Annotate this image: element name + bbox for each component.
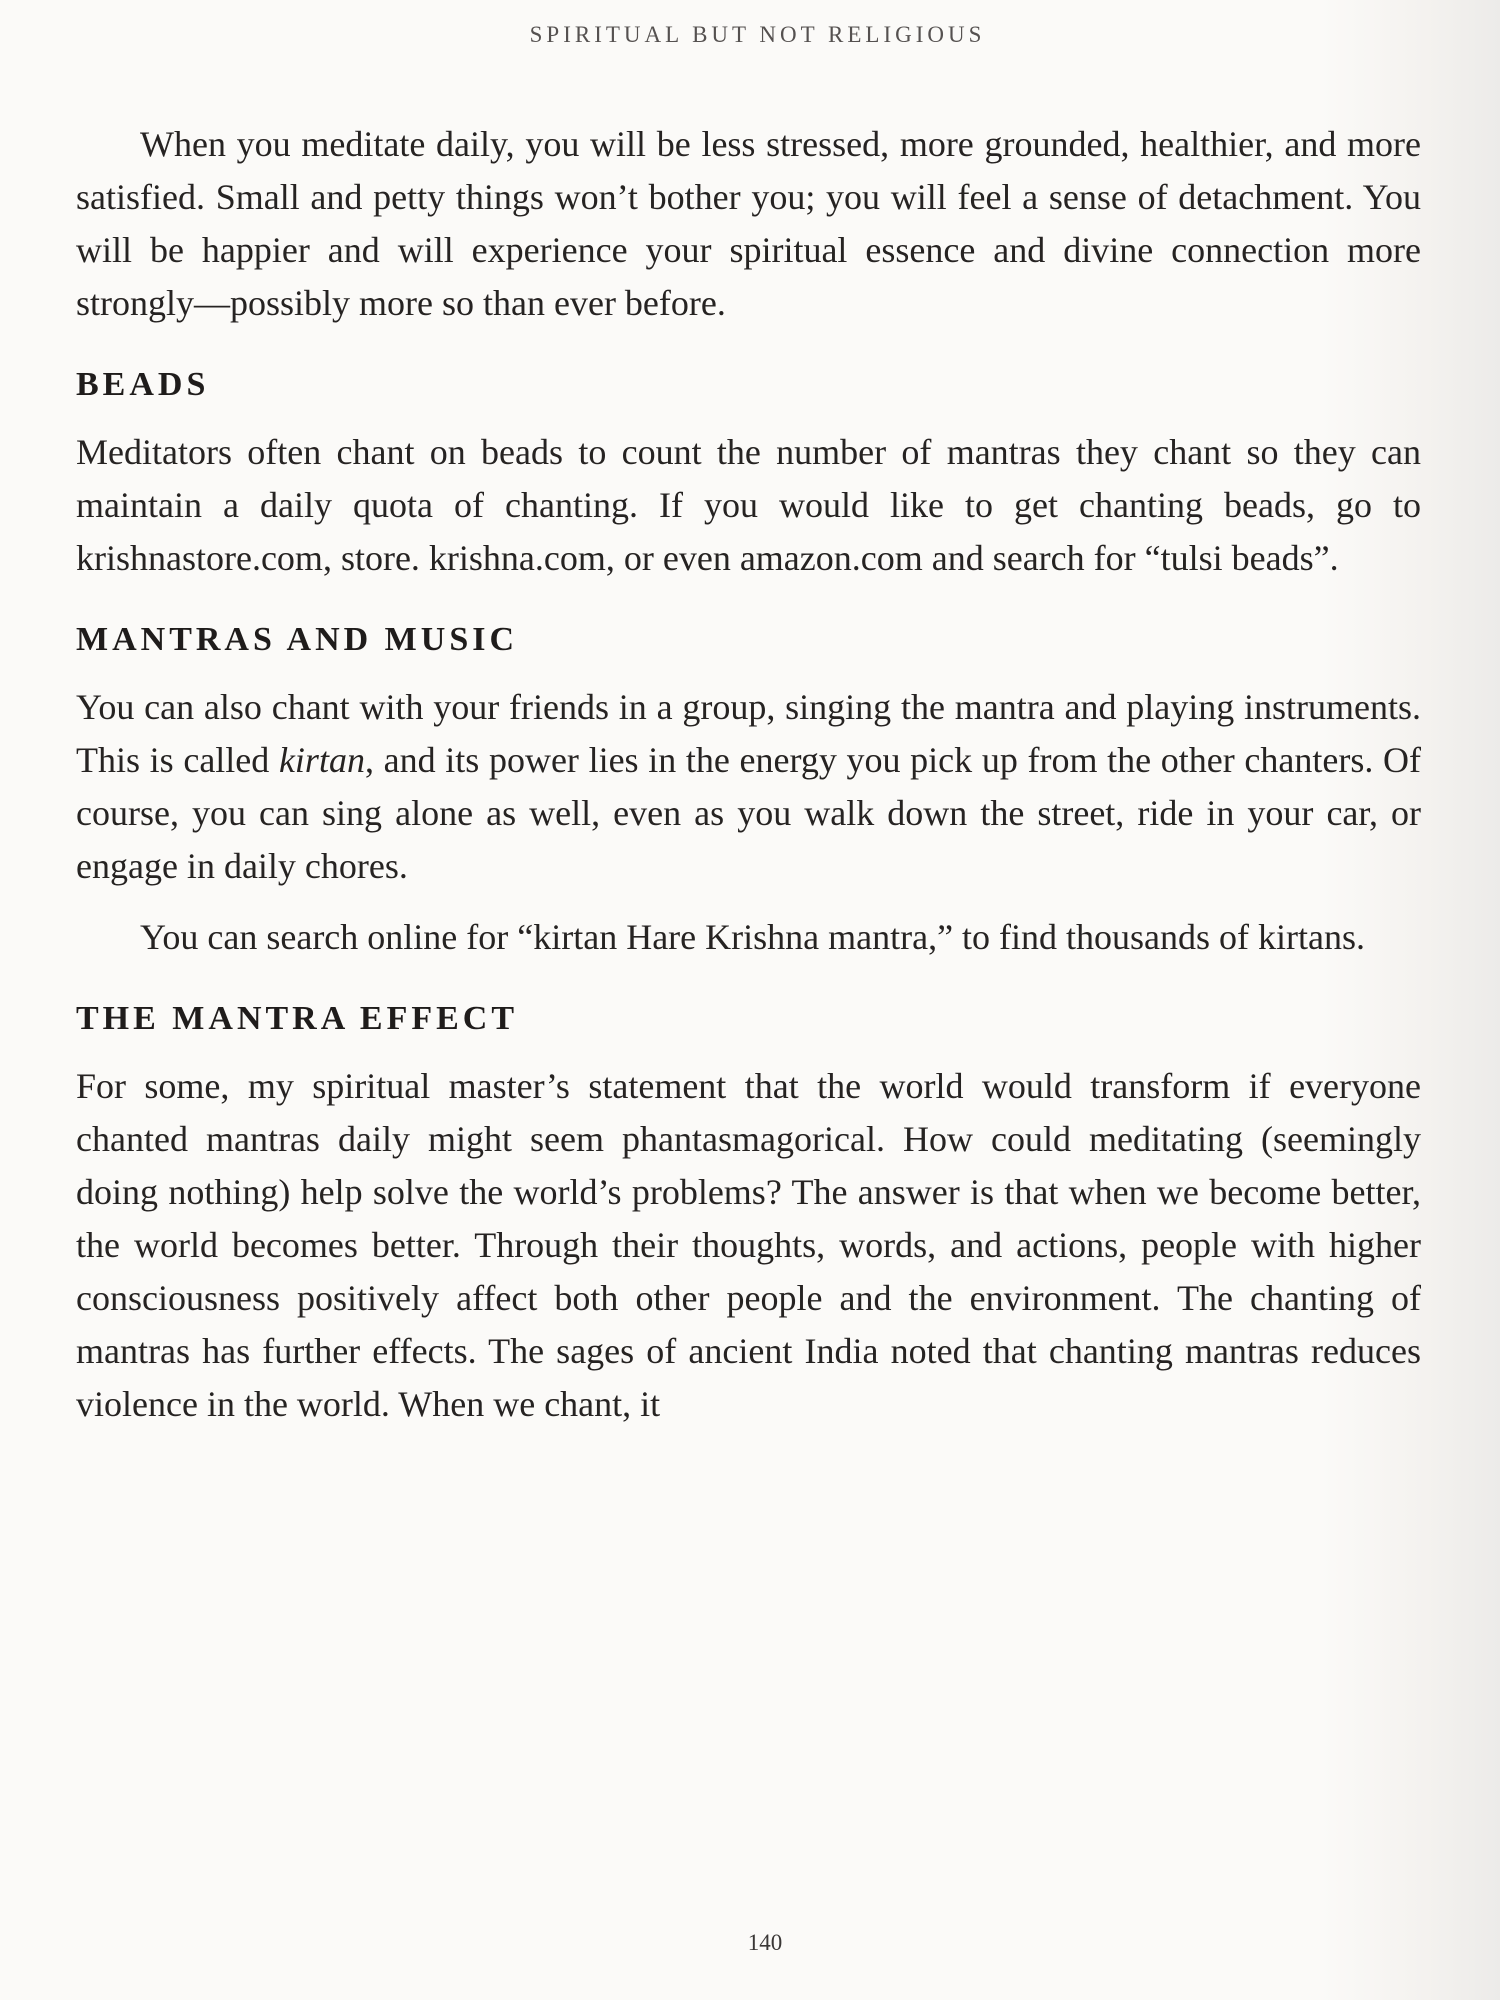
mantras-music-heading: MANTRAS AND MUSIC	[76, 621, 519, 658]
running-head: SPIRITUAL BUT NOT RELIGIOUS	[529, 22, 986, 47]
intro-paragraph: When you meditate daily, you will be less stressed, more grounded, healthier, and more satisfied. Small and petty things won’t bother you; you will feel a sense of detachment. You will be happier and will experience your spiritual essence and divine connection more strongly—possibly more so than ever before.	[76, 124, 1421, 323]
mantra-effect-paragraph: For some, my spiritual master’s statement that the world would transform if everyone chanted mantras daily might seem phantasmagorical. How could meditating (seemingly doing nothing) help solve the world’s problems? The answer is that when we become better, the world becomes better. Through their thoughts, words, and actions, people with higher consciousness positively affect both other people and the environment. The chanting of mantras has further effects. The sages of ancient India noted that chanting mantras reduces violence in the world. When we chant, it	[76, 1066, 1421, 1424]
kirtan-search-paragraph: You can search online for “kirtan Hare Krishna mantra,” to find thousands of kirtans.	[140, 917, 1366, 957]
mantra-effect-heading: THE MANTRA EFFECT	[76, 1000, 519, 1037]
mantras-music-text-start: You can also chant with your friends in a group, singing the mantra and playing instruments. This is called	[76, 687, 1421, 780]
mantras-music-paragraph	[76, 681, 1421, 893]
beads-paragraph: Meditators often chant on beads to count the number of mantras they chant so they can maintain a daily quota of chanting. If you would like to get chanting beads, go to krishnastore.com, store. krishna.com, or even amazon.com and search for “tulsi beads”.	[76, 432, 1421, 578]
beads-heading: BEADS	[76, 366, 210, 403]
kirtan-term: kirtan	[278, 740, 365, 780]
page-body	[76, 118, 1421, 1431]
mantras-music-text-end: , and its power lies in the energy you pick up from the other chanters. Of course, you can sing alone as well, even as you walk down the street, ride in your car, or engage in daily chores.	[76, 740, 1421, 886]
page-number: 140	[747, 1930, 783, 1955]
